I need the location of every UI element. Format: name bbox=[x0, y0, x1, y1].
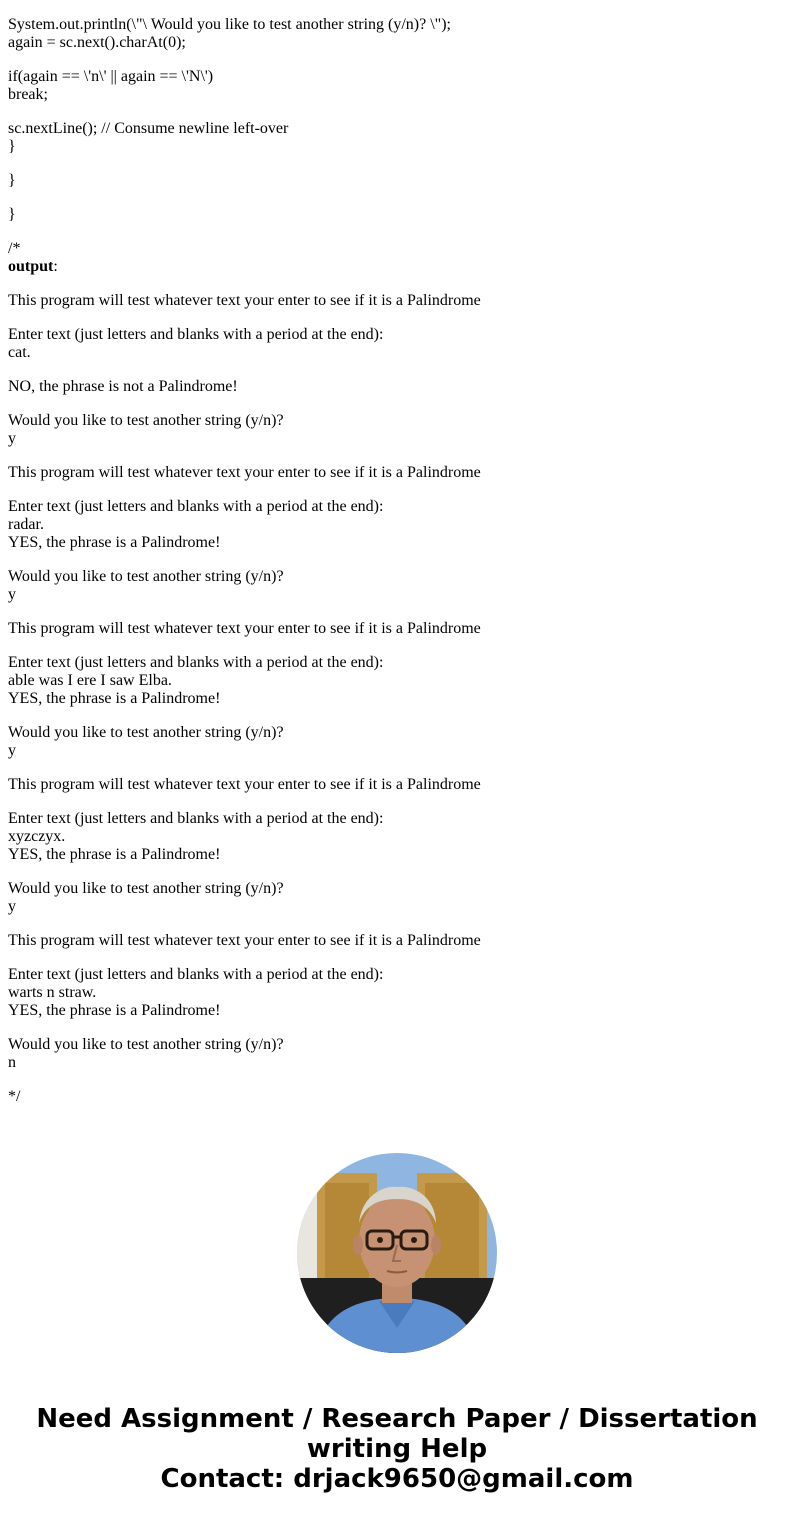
text-line: xyzczyx. bbox=[8, 828, 66, 845]
text-line: Enter text (just letters and blanks with a period at the end): bbox=[8, 326, 384, 343]
text-line: This program will test whatever text your enter to see if it is a Palindrome bbox=[8, 776, 481, 793]
text-line: This program will test whatever text your enter to see if it is a Palindrome bbox=[8, 292, 481, 309]
text-line: again = sc.next().charAt(0); bbox=[8, 34, 186, 51]
output-label-colon: : bbox=[53, 258, 58, 275]
text-line: y bbox=[8, 586, 16, 603]
text-line: */ bbox=[8, 1088, 21, 1105]
banner-contact-line: Contact: drjack9650@gmail.com bbox=[160, 1464, 634, 1494]
text-line: YES, the phrase is a Palindrome! bbox=[8, 690, 221, 707]
text-line: Would you like to test another string (y/n)? bbox=[8, 568, 284, 585]
text-line: Enter text (just letters and blanks with a period at the end): bbox=[8, 654, 384, 671]
text-line: } bbox=[8, 138, 16, 155]
text-paragraph bbox=[8, 16, 788, 52]
text-line: Would you like to test another string (y/n)? bbox=[8, 880, 284, 897]
text-paragraph bbox=[8, 810, 788, 864]
text-line: This program will test whatever text your enter to see if it is a Palindrome bbox=[8, 932, 481, 949]
text-line: YES, the phrase is a Palindrome! bbox=[8, 534, 221, 551]
text-paragraph bbox=[8, 120, 788, 156]
text-paragraph bbox=[8, 412, 788, 448]
text-line: Enter text (just letters and blanks with a period at the end): bbox=[8, 498, 384, 515]
output-label: output bbox=[8, 258, 54, 275]
text-line: This program will test whatever text your enter to see if it is a Palindrome bbox=[8, 464, 481, 481]
contact-banner bbox=[0, 1404, 794, 1494]
text-line: Would you like to test another string (y/n)? bbox=[8, 1036, 284, 1053]
banner-line-1: Need Assignment / Research Paper / Dissertation bbox=[36, 1404, 758, 1434]
text-line: YES, the phrase is a Palindrome! bbox=[8, 1002, 221, 1019]
text-line: y bbox=[8, 898, 16, 915]
text-paragraph bbox=[8, 776, 788, 794]
text-paragraph bbox=[8, 378, 788, 396]
author-avatar bbox=[297, 1153, 497, 1353]
text-line: Would you like to test another string (y/n)? bbox=[8, 724, 284, 741]
text-line: Enter text (just letters and blanks with a period at the end): bbox=[8, 810, 384, 827]
text-line: y bbox=[8, 430, 16, 447]
text-line: if(again == \'n\' || again == \'N\') bbox=[8, 68, 214, 85]
text-paragraph bbox=[8, 568, 788, 604]
text-line: n bbox=[8, 1054, 16, 1071]
text-paragraph bbox=[8, 326, 788, 362]
text-paragraph bbox=[8, 464, 788, 482]
text-line: System.out.println(\"\ Would you like to test another string (y/n)? \"); bbox=[8, 16, 451, 33]
text-line: y bbox=[8, 742, 16, 759]
author-photo bbox=[297, 1153, 497, 1353]
text-line: /* bbox=[8, 240, 21, 257]
text-paragraph bbox=[8, 932, 788, 950]
text-line: warts n straw. bbox=[8, 984, 97, 1001]
document-body bbox=[8, 16, 788, 1122]
text-line: able was I ere I saw Elba. bbox=[8, 672, 172, 689]
text-paragraph bbox=[8, 966, 788, 1020]
text-paragraph bbox=[8, 68, 788, 104]
text-line: break; bbox=[8, 86, 48, 103]
text-line: cat. bbox=[8, 344, 31, 361]
text-paragraph bbox=[8, 1088, 788, 1106]
text-line: sc.nextLine(); // Consume newline left-over bbox=[8, 120, 289, 137]
text-line: YES, the phrase is a Palindrome! bbox=[8, 846, 221, 863]
banner-line-2: writing Help bbox=[306, 1434, 488, 1464]
text-paragraph bbox=[8, 880, 788, 916]
text-paragraph bbox=[8, 724, 788, 760]
text-line bbox=[8, 258, 788, 276]
text-line: radar. bbox=[8, 516, 44, 533]
text-line: Would you like to test another string (y/n)? bbox=[8, 412, 284, 429]
text-paragraph bbox=[8, 206, 788, 224]
text-paragraph bbox=[8, 172, 788, 190]
text-line: NO, the phrase is not a Palindrome! bbox=[8, 378, 238, 395]
text-line: Enter text (just letters and blanks with a period at the end): bbox=[8, 966, 384, 983]
text-paragraph bbox=[8, 1036, 788, 1072]
text-line: This program will test whatever text your enter to see if it is a Palindrome bbox=[8, 620, 481, 637]
text-line: } bbox=[8, 206, 16, 223]
text-paragraph bbox=[8, 498, 788, 552]
text-paragraph bbox=[8, 654, 788, 708]
text-line: } bbox=[8, 172, 16, 189]
text-paragraph bbox=[8, 620, 788, 638]
text-paragraph bbox=[8, 292, 788, 310]
text-paragraph bbox=[8, 240, 788, 276]
